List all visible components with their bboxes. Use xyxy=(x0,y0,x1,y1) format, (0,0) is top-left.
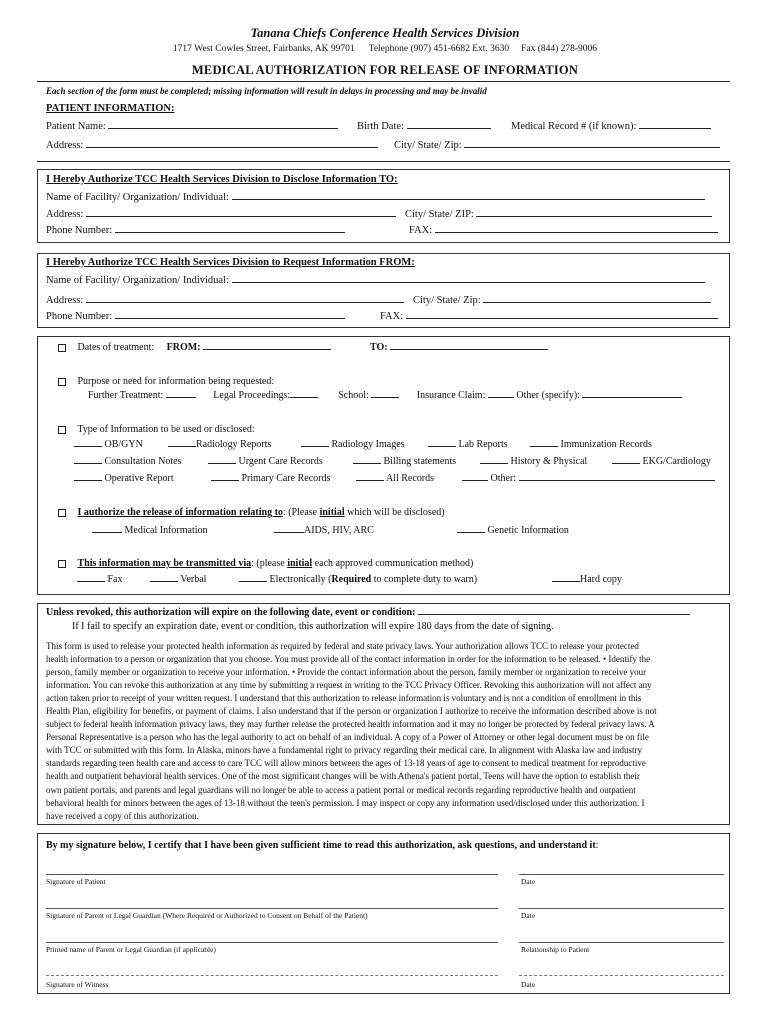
patient-signature-label: Signature of Patient xyxy=(46,877,106,886)
type-obgyn xyxy=(74,439,143,450)
document-title: MEDICAL AUTHORIZATION FOR RELEASE OF INFORMATION xyxy=(191,63,579,77)
relationship-line[interactable] xyxy=(519,942,724,943)
legal-line: own patient portals, and parents and legal guardians will no longer be able to access a patient portal or medical records regarding reproductive health and outpatient xyxy=(46,784,636,795)
type-radiology-images-label: Radiology Images xyxy=(331,439,405,450)
release-genetic-field[interactable] xyxy=(457,532,485,533)
type-primary-care-field[interactable] xyxy=(211,480,239,481)
patient-address-label: Address: xyxy=(46,140,84,151)
purpose-school-field[interactable] xyxy=(371,397,399,398)
legal-text xyxy=(46,640,726,823)
disclose-csz-label: City/ State/ ZIP: xyxy=(405,209,474,220)
purpose-insurance-label: Insurance Claim: xyxy=(416,390,486,401)
dates-to-label: TO: xyxy=(370,342,388,353)
type-other-label: Other: xyxy=(490,473,517,484)
type-immunization-label: Immunization Records xyxy=(560,439,652,450)
types-label: Type of Information to be used or disclosed: xyxy=(77,424,255,435)
purpose-further-field[interactable] xyxy=(166,397,196,398)
type-all-records-label: All Records xyxy=(385,473,434,484)
type-primary-care xyxy=(211,473,330,484)
disclose-address-label: Address: xyxy=(46,209,84,220)
expire-heading: Unless revoked, this authorization will expire on the following date, event or condition: xyxy=(46,607,416,618)
transmit-row xyxy=(58,558,473,569)
transmit-electronic-field[interactable] xyxy=(239,581,267,582)
type-lab-reports xyxy=(428,439,508,450)
disclose-address-row xyxy=(46,209,396,220)
disclose-phone-field[interactable] xyxy=(115,232,345,233)
transmit-label-suffix-b: each approved communication method) xyxy=(312,558,474,569)
dates-to-row xyxy=(370,342,548,353)
disclose-csz-field[interactable] xyxy=(476,216,712,217)
purpose-checkbox[interactable] xyxy=(58,378,66,386)
type-history-physical-field[interactable] xyxy=(480,463,508,464)
types-row xyxy=(58,424,255,435)
release-aids-field[interactable] xyxy=(274,532,304,533)
purpose-further-label: Further Treatment: xyxy=(88,390,164,401)
mrn-label: Medical Record # (if known): xyxy=(511,121,637,132)
relationship-label: Relationship to Patient xyxy=(521,945,590,954)
release-label-suffix-a: : (Please xyxy=(282,507,320,518)
release-medical-label: Medical Information xyxy=(124,525,208,536)
certify-text: By my signature below, I certify that I have been given sufficient time to read this authorization, ask questions, and understand it xyxy=(46,840,596,851)
transmit-electronic xyxy=(239,574,477,585)
request-address-field[interactable] xyxy=(86,302,404,303)
transmit-label: This information may be transmitted via xyxy=(77,558,252,569)
guardian-date-label: Date xyxy=(521,911,536,920)
dates-checkbox[interactable] xyxy=(58,344,66,352)
printed-name-line[interactable] xyxy=(46,942,498,943)
request-phone-label: Phone Number: xyxy=(46,311,113,322)
release-aids xyxy=(274,525,374,536)
type-consultation-field[interactable] xyxy=(74,463,102,464)
type-radiology-reports-field[interactable] xyxy=(168,446,196,447)
org-contact xyxy=(0,44,770,54)
transmit-fax-label: Fax xyxy=(107,574,123,585)
dates-from-field[interactable] xyxy=(203,349,331,350)
witness-signature-line[interactable] xyxy=(46,975,498,976)
transmit-checkbox[interactable] xyxy=(58,560,66,568)
patient-address-field[interactable] xyxy=(86,147,378,148)
release-row xyxy=(58,507,445,518)
type-lab-reports-field[interactable] xyxy=(428,446,456,447)
request-phone-row xyxy=(46,311,345,322)
transmit-elec-b: to complete duty to warn) xyxy=(371,574,478,585)
witness-signature-label: Signature of Witness xyxy=(46,980,109,989)
disclose-phone-label: Phone Number: xyxy=(46,225,113,236)
patient-csz-label: City/ State/ Zip: xyxy=(394,140,462,151)
types-checkbox[interactable] xyxy=(58,426,66,434)
transmit-hardcopy-field[interactable] xyxy=(552,581,580,582)
disclose-fax-row xyxy=(409,225,718,236)
org-address: 1717 West Cowles Street, Fairbanks, AK 99701 xyxy=(172,44,355,54)
title-rule xyxy=(37,81,730,82)
legal-line: health and outpatient behavioral health services. One of the most significant changes will be with Athena's patient portal, Teens will have the option to establish their xyxy=(46,771,640,782)
transmit-fax-field[interactable] xyxy=(77,581,105,582)
type-all-records xyxy=(356,473,434,484)
type-history-physical xyxy=(480,456,587,467)
type-consultation-label: Consultation Notes xyxy=(104,456,182,467)
purpose-label: Purpose or need for information being requested: xyxy=(77,376,275,387)
purpose-legal-field[interactable] xyxy=(290,397,318,398)
legal-line: Personal Representative is a person who has the legal authority to act on behalf of an individual. A copy of a Power of Attorney or other legal document must be on file xyxy=(46,732,649,743)
release-genetic-label: Genetic Information xyxy=(487,525,569,536)
release-label: I authorize the release of information relating to xyxy=(77,507,283,518)
type-radiology-images xyxy=(301,439,405,450)
type-operative-field[interactable] xyxy=(74,480,102,481)
transmit-elec-a: Electronically ( xyxy=(269,574,332,585)
transmit-verbal-field[interactable] xyxy=(150,581,178,582)
transmit-verbal-label: Verbal xyxy=(180,574,207,585)
type-urgent-care-field[interactable] xyxy=(208,463,236,464)
legal-line: person, family member or organization to receive your information. • Provide the contact information about the person, family member or organization to receive your xyxy=(46,667,647,678)
patient-csz-row xyxy=(394,140,720,151)
witness-date-label: Date xyxy=(521,980,536,989)
guardian-signature-line[interactable] xyxy=(46,908,498,909)
release-label-suffix-b: which will be disclosed) xyxy=(344,507,445,518)
type-radiology-reports-label: Radiology Reports xyxy=(196,439,272,450)
release-checkbox[interactable] xyxy=(58,509,66,517)
patient-signature-line[interactable] xyxy=(46,874,498,875)
release-initial: initial xyxy=(319,507,345,518)
request-csz-field[interactable] xyxy=(483,302,711,303)
legal-line: have received a copy of this authorization. xyxy=(46,810,199,821)
type-ekg xyxy=(612,456,711,467)
disclose-facility-label: Name of Facility/ Organization/ Individual: xyxy=(46,192,229,203)
legal-line: health information to a person or organization that you choose. You must provide all of the contact information in order for the information to be released. • Identify the xyxy=(46,654,651,665)
type-radiology-reports xyxy=(168,439,271,450)
type-lab-reports-label: Lab Reports xyxy=(458,439,508,450)
request-facility-row xyxy=(46,275,705,286)
legal-line: behavioral health for minors between the ages of 13-18 without the teen's permission. I may inspect or copy any information used/disclosed under this authorization. I xyxy=(46,797,645,808)
disclose-fax-field[interactable] xyxy=(435,232,718,233)
type-billing xyxy=(353,456,456,467)
request-fax-field[interactable] xyxy=(406,318,718,319)
type-other-field[interactable] xyxy=(519,480,715,481)
patient-address-row xyxy=(46,140,378,151)
request-facility-label: Name of Facility/ Organization/ Individual: xyxy=(46,275,229,286)
type-operative xyxy=(74,473,174,484)
type-obgyn-field[interactable] xyxy=(74,446,102,447)
patient-rule xyxy=(37,161,730,162)
type-obgyn-label: OB/GYN xyxy=(104,439,143,450)
patient-name-row xyxy=(46,121,338,132)
type-radiology-images-field[interactable] xyxy=(301,446,329,447)
dates-row xyxy=(58,342,331,353)
purpose-insurance-field[interactable] xyxy=(488,397,514,398)
dates-label: Dates of treatment: xyxy=(77,342,155,353)
legal-line: subject to federal health information privacy laws, they may further release the protected health information and it may no longer be protected by federal privacy laws. A xyxy=(46,719,655,730)
request-csz-label: City/ State/ Zip: xyxy=(413,295,481,306)
birth-date-row xyxy=(357,121,491,132)
disclose-address-field[interactable] xyxy=(86,216,396,217)
type-immunization xyxy=(530,439,652,450)
printed-name-label: Printed name of Parent or Legal Guardian (if applicable) xyxy=(46,945,216,954)
request-address-label: Address: xyxy=(46,295,84,306)
request-facility-field[interactable] xyxy=(232,282,705,283)
guardian-date-line[interactable] xyxy=(519,908,724,909)
expire-field[interactable] xyxy=(418,614,690,615)
expire-row xyxy=(46,607,690,618)
release-aids-label: AIDS, HIV, ARC xyxy=(304,525,374,536)
transmit-fax xyxy=(77,574,123,585)
purpose-school-label: School: xyxy=(338,390,369,401)
transmit-label-suffix-a: : (please xyxy=(251,558,288,569)
purpose-row xyxy=(58,376,274,387)
disclose-fax-label: FAX: xyxy=(409,225,433,236)
mrn-field[interactable] xyxy=(639,128,711,129)
org-phone: Telephone (907) 451-6682 Ext. 3630 xyxy=(368,44,510,54)
purpose-options xyxy=(88,390,682,401)
certify-end: : xyxy=(595,840,599,851)
release-medical-field[interactable] xyxy=(92,532,122,533)
type-all-records-field[interactable] xyxy=(356,480,384,481)
mrn-row xyxy=(511,121,711,132)
witness-date-line[interactable] xyxy=(519,975,724,976)
patient-date-line[interactable] xyxy=(519,874,724,875)
patient-date-label: Date xyxy=(521,877,536,886)
type-urgent-care-label: Urgent Care Records xyxy=(238,456,323,467)
transmit-initial: initial xyxy=(287,558,313,569)
type-other xyxy=(462,473,715,484)
transmit-elec-required: Required xyxy=(331,574,372,585)
legal-line: action taken prior to receipt of your written request. I understand that this authorization to release information is voluntary and is not a condition of enrollment in this xyxy=(46,693,642,704)
type-consultation xyxy=(74,456,181,467)
type-ekg-field[interactable] xyxy=(612,463,640,464)
legal-line: Health Plan, eligibility for benefits, or payment of claims. I also understand that if the person or organization I authorize to receive the information described above is not xyxy=(46,706,657,717)
birth-date-label: Birth Date: xyxy=(357,121,404,132)
patient-name-label: Patient Name: xyxy=(46,121,106,132)
request-fax-row xyxy=(380,311,718,322)
legal-line: standards regarding teen health care and access to care TCC will allow minors between the ages of 13-18 years of age to consent to medical treatment for reproductive xyxy=(46,758,646,769)
request-heading: I Hereby Authorize TCC Health Services Division to Request Information FROM: xyxy=(46,257,415,268)
patient-heading: PATIENT INFORMATION: xyxy=(46,103,175,114)
dates-from-label: FROM: xyxy=(166,342,201,353)
type-other-check-field[interactable] xyxy=(462,480,488,481)
patient-name-field[interactable] xyxy=(108,128,338,129)
request-csz-row xyxy=(413,295,711,306)
legal-line: information. You can revoke this authorization at any time by submitting a request in writing to the TCC Privacy Officer. Revoking this authorization will not affect any xyxy=(46,680,652,691)
type-history-physical-label: History & Physical xyxy=(510,456,588,467)
transmit-hardcopy xyxy=(552,574,622,585)
birth-date-field[interactable] xyxy=(407,128,491,129)
patient-csz-field[interactable] xyxy=(464,147,720,148)
transmit-hardcopy-label: Hard copy xyxy=(580,574,622,585)
request-fax-label: FAX: xyxy=(380,311,404,322)
disclose-phone-row xyxy=(46,225,345,236)
dates-to-field[interactable] xyxy=(390,349,548,350)
type-billing-field[interactable] xyxy=(353,463,381,464)
disclose-facility-row xyxy=(46,192,705,203)
type-primary-care-label: Primary Care Records xyxy=(241,473,331,484)
disclose-csz-row xyxy=(405,209,712,220)
purpose-legal-label: Legal Proceedings: xyxy=(213,390,291,401)
legal-line: This form is used to release your protected health information as required by federal and state privacy laws. Your authorization allows TCC to release your protected xyxy=(46,641,639,651)
disclose-heading: I Hereby Authorize TCC Health Services Division to Disclose Information TO: xyxy=(46,174,398,185)
purpose-other-field[interactable] xyxy=(582,397,682,398)
release-genetic xyxy=(457,525,569,536)
type-ekg-label: EKG/Cardiology xyxy=(642,456,711,467)
completion-note: Each section of the form must be completed; missing information will result in delays in processing and may be invalid xyxy=(46,86,487,96)
purpose-other-label: Other (specify): xyxy=(516,390,580,401)
expire-sub: If I fail to specify an expiration date, event or condition, this authorization will expire 180 days from the date of signing. xyxy=(72,621,554,632)
type-billing-label: Billing statements xyxy=(383,456,456,467)
certify-statement xyxy=(46,840,598,851)
request-address-row xyxy=(46,295,404,306)
transmit-verbal xyxy=(150,574,206,585)
release-medical xyxy=(92,525,208,536)
org-name: Tanana Chiefs Conference Health Services Division xyxy=(250,26,520,40)
type-immunization-field[interactable] xyxy=(530,446,558,447)
legal-line: with TCC or submitted with this form. In Alaska, minors have a fundamental right to privacy regarding their medical care. In alignment with Alaska law and industry xyxy=(46,745,642,756)
request-phone-field[interactable] xyxy=(115,318,345,319)
type-operative-label: Operative Report xyxy=(104,473,174,484)
disclose-facility-field[interactable] xyxy=(232,199,705,200)
type-urgent-care xyxy=(208,456,323,467)
org-fax: Fax (844) 278-9006 xyxy=(521,44,598,54)
guardian-signature-label: Signature of Parent or Legal Guardian (Where Required or Authorized to Consent on Behalf of the Patient) xyxy=(46,911,368,920)
